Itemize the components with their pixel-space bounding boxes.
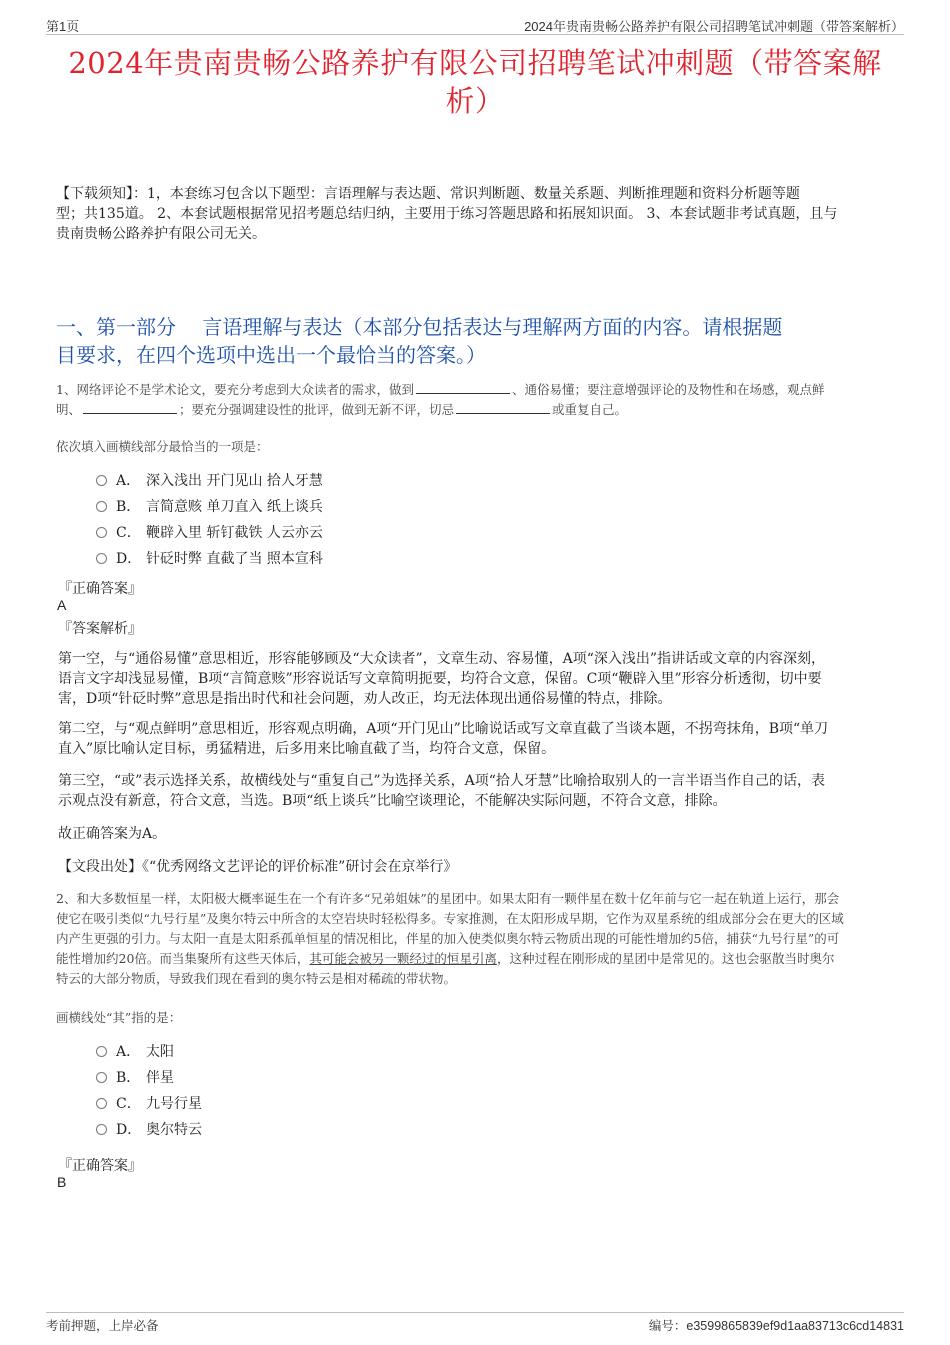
q2-option-c[interactable] bbox=[96, 1094, 202, 1114]
option-text: 伴星 bbox=[146, 1070, 174, 1086]
q1-answer-label: 『正确答案』 bbox=[58, 581, 142, 597]
q2-stem-line: 使它在吸引类似“九号行星”及奥尔特云中所含的太空岩块时轻松得多。专家推测，在太阳形成早期，它作为双星系统的组成部分会在更大的区域 bbox=[56, 911, 844, 926]
answer-blank bbox=[456, 401, 550, 414]
option-letter: C． bbox=[116, 525, 141, 541]
radio-icon[interactable] bbox=[96, 527, 107, 538]
option-text: 九号行星 bbox=[146, 1096, 202, 1112]
q2-option-a[interactable] bbox=[96, 1042, 174, 1062]
q2-option-b[interactable] bbox=[96, 1068, 174, 1088]
q2-answer: B bbox=[57, 1174, 67, 1190]
q1-option-c[interactable] bbox=[96, 523, 323, 543]
q1-option-b[interactable] bbox=[96, 497, 323, 517]
radio-icon[interactable] bbox=[96, 501, 107, 512]
option-letter: D． bbox=[116, 551, 142, 567]
q2-instruction: 画横线处“其”指的是： bbox=[56, 1010, 182, 1025]
download-notice bbox=[56, 184, 900, 244]
q2-stem-text: 能性增加约20倍。而当集聚所有这些天体后， bbox=[56, 951, 310, 966]
q1-stem-text: ；要充分强调建设性的批评，做到无新不评，切忌 bbox=[179, 402, 455, 417]
notice-line: 【下载须知】：1，本套练习包含以下题型：言语理解与表达题、常识判断题、数量关系题、判断推理题和资料分析题等题 bbox=[56, 186, 800, 202]
title-line-1: 2024年贵南贵畅公路养护有限公司招聘笔试冲刺题（带答案解 bbox=[68, 46, 882, 80]
radio-icon[interactable] bbox=[96, 1098, 107, 1109]
answer-blank bbox=[83, 401, 177, 414]
q1-stem-text: 1、网络评论不是学术论文，要充分考虑到大众读者的需求，做到 bbox=[56, 382, 414, 397]
analysis-line: 直入”原比喻认定目标，勇猛精进，后多用来比喻直截了当，均符合文意，保留。 bbox=[58, 741, 556, 757]
q1-option-a[interactable] bbox=[96, 471, 323, 491]
option-letter: A． bbox=[116, 473, 141, 489]
q1-analysis-para-3 bbox=[58, 771, 898, 811]
option-letter: D． bbox=[116, 1122, 142, 1138]
q1-source: 【文段出处】《“优秀网络文艺评论的评价标准”研讨会在京举行》 bbox=[58, 859, 458, 875]
q2-stem-line: 特云的大部分物质，导致我们现在看到的奥尔特云是相对稀疏的带状物。 bbox=[56, 971, 457, 986]
notice-line: 贵南贵畅公路养护有限公司无关。 bbox=[56, 226, 266, 242]
option-text: 深入浅出 开门见山 拾人牙慧 bbox=[146, 473, 323, 489]
title-line-2: 析） bbox=[445, 84, 505, 118]
radio-icon[interactable] bbox=[96, 1072, 107, 1083]
q1-instruction: 依次填入画横线部分最恰当的一项是： bbox=[56, 439, 269, 454]
analysis-line: 示观点没有新意，符合文意，当选。B项“纸上谈兵”比喻空谈理论，不能解决实际问题，不符合文意，排除。 bbox=[58, 793, 727, 809]
q1-answer: A bbox=[57, 597, 67, 613]
q1-analysis-label: 『答案解析』 bbox=[58, 621, 142, 637]
q1-analysis-para-2 bbox=[58, 719, 898, 759]
section-heading-line-2: 目要求，在四个选项中选出一个最恰当的答案。） bbox=[56, 343, 486, 367]
question-2-stem bbox=[56, 889, 900, 989]
radio-icon[interactable] bbox=[96, 1046, 107, 1057]
header-doc-title: 2024年贵南贵畅公路养护有限公司招聘笔试冲刺题（带答案解析） bbox=[524, 19, 904, 34]
option-text: 太阳 bbox=[146, 1044, 174, 1060]
page-header bbox=[46, 14, 904, 35]
q2-stem-line: 内产生更强的引力。与太阳一直是太阳系孤单恒星的情况相比，伴星的加入使类似奥尔特云物质出现的可能性增加约5倍，捕获“九号行星”的可 bbox=[56, 931, 840, 946]
q2-answer-label: 『正确答案』 bbox=[58, 1158, 142, 1174]
option-text: 鞭辟入里 斩钉截铁 人云亦云 bbox=[146, 525, 323, 541]
notice-line: 型；共135道。 2、本套试题根据常见招考题总结归纳，主要用于练习答题思路和拓展知识面。 3、本套试题非考试真题，且与 bbox=[56, 206, 838, 222]
question-1-stem bbox=[56, 380, 900, 420]
q1-conclusion: 故正确答案为A。 bbox=[58, 826, 167, 842]
option-text: 针砭时弊 直截了当 照本宣科 bbox=[146, 551, 323, 567]
section-heading bbox=[56, 313, 894, 369]
radio-icon[interactable] bbox=[96, 1124, 107, 1135]
radio-icon[interactable] bbox=[96, 475, 107, 486]
option-text: 奥尔特云 bbox=[146, 1122, 202, 1138]
option-text: 言简意赅 单刀直入 纸上谈兵 bbox=[146, 499, 323, 515]
q2-stem-text: ，这种过程在刚形成的星团中是常见的。这也会驱散当时奥尔 bbox=[496, 951, 835, 966]
analysis-line: 语言文字却浅显易懂，B项“言简意赅”形容说话写文章简明扼要，均符合文意，保留。C项“鞭辟入里”形容分析透彻，切中要 bbox=[58, 671, 822, 687]
option-letter: A． bbox=[116, 1044, 141, 1060]
document-title bbox=[46, 44, 904, 120]
answer-blank bbox=[416, 381, 510, 394]
q2-underlined-text: 其可能会被另一颗经过的恒星引离 bbox=[309, 951, 497, 966]
q1-stem-text: 明、 bbox=[56, 402, 82, 417]
analysis-line: 第三空，“或”表示选择关系，故横线处与“重复自己”为选择关系，A项“拾人牙慧”比喻拾取别人的一言半语当作自己的话，表 bbox=[58, 773, 826, 789]
q1-analysis-para-1 bbox=[58, 649, 898, 709]
footer-doc-id: 编号：e3599865839ef9d1aa83713c6cd14831 bbox=[648, 1319, 904, 1333]
q1-stem-text: 、通俗易懂；要注意增强评论的及物性和在场感，观点鲜 bbox=[511, 382, 825, 397]
option-letter: C． bbox=[116, 1096, 141, 1112]
analysis-line: 害，D项“针砭时弊”意思是指出时代和社会问题，劝人改正，均无法体现出通俗易懂的特点，排除。 bbox=[58, 691, 672, 707]
footer-slogan: 考前押题，上岸必备 bbox=[46, 1318, 159, 1333]
section-heading-line-1: 一、第一部分 言语理解与表达（本部分包括表达与理解两方面的内容。请根据题 bbox=[56, 315, 783, 339]
page-footer bbox=[46, 1312, 904, 1335]
option-letter: B． bbox=[116, 1070, 141, 1086]
q2-option-d[interactable] bbox=[96, 1120, 202, 1140]
q2-stem-line: 2、和大多数恒星一样，太阳极大概率诞生在一个有许多“兄弟姐妹”的星团中。如果太阳有一颗伴星在数十亿年前与它一起在轨道上运行，那会 bbox=[56, 891, 840, 906]
analysis-line: 第一空，与“通俗易懂”意思相近，形容能够顾及“大众读者”，文章生动、容易懂，A项“深入浅出”指讲话或文章的内容深刻， bbox=[58, 651, 826, 667]
option-letter: B． bbox=[116, 499, 141, 515]
radio-icon[interactable] bbox=[96, 553, 107, 564]
page-number: 第1页 bbox=[46, 19, 80, 34]
q1-stem-text: 或重复自己。 bbox=[552, 402, 628, 417]
analysis-line: 第二空，与“观点鲜明”意思相近，形容观点明确，A项“开门见山”比喻说话或写文章直截了当谈本题，不拐弯抹角，B项“单刀 bbox=[58, 721, 829, 737]
q1-option-d[interactable] bbox=[96, 549, 323, 569]
